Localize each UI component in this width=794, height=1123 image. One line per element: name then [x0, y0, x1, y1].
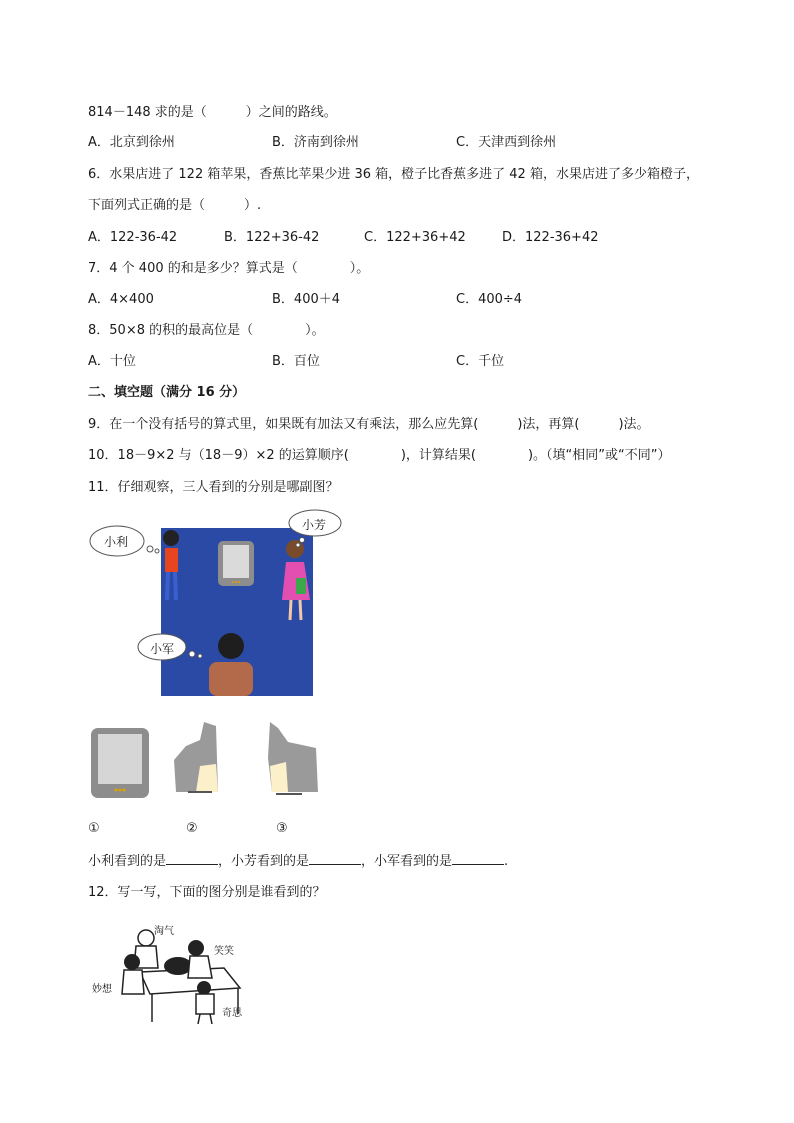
q11-answer-xiaoli-blank[interactable]	[166, 852, 218, 865]
qisi-icon	[197, 981, 211, 995]
xiaoli-label: 小利	[104, 535, 129, 549]
q7-option-b[interactable]: B．400＋4	[272, 292, 341, 307]
q8-option-a[interactable]: A．十位	[88, 354, 136, 369]
question-6-line1: 6．水果店进了 122 箱苹果，香蕉比苹果少进 36 箱，橙子比香蕉多进了 42 箱，水果店进了多少箱橙子，	[88, 167, 699, 182]
xiaojun-head-icon	[218, 633, 244, 659]
q6-option-d[interactable]: D．122-36+42	[502, 230, 599, 245]
q6-option-c[interactable]: C．122+36+42	[364, 230, 466, 245]
miaoxiang-label: 妙想	[92, 984, 112, 995]
q5-option-b[interactable]: B．济南到徐州	[272, 135, 359, 150]
q12-figure	[92, 922, 252, 1026]
q11-answer-xiaojun-blank[interactable]	[452, 852, 504, 865]
view-marker-3: ③	[276, 821, 288, 836]
q7-option-a[interactable]: A．4×400	[88, 292, 154, 307]
xiaoxiao-label: 笑笑	[214, 946, 234, 957]
miaoxiang-icon	[124, 954, 140, 970]
taoqi-label: 淘气	[154, 926, 174, 937]
q11-views-svg	[88, 718, 328, 802]
q11-answer-line: 小利看到的是 ，小芳看到的是 ，小军看到的是 .	[88, 854, 509, 869]
q11-answer-xiaofang-blank[interactable]	[309, 852, 361, 865]
q11-answer-xiaofang-label: ，小芳看到的是	[218, 854, 310, 869]
xiaoxiao-icon	[188, 940, 204, 956]
question-12: 12．写一写，下面的图分别是谁看到的？	[88, 885, 326, 900]
qisi-label: 奇思	[222, 1008, 242, 1019]
q8-option-b[interactable]: B．百位	[272, 354, 320, 369]
taoqi-icon	[138, 930, 154, 946]
q11-answer-xiaojun-label: ，小军看到的是	[361, 854, 453, 869]
q5-option-c[interactable]: C．天津西到徐州	[456, 135, 557, 150]
question-6-line2: 下面列式正确的是（ ）.	[88, 198, 262, 213]
q11-views	[88, 718, 328, 802]
view-marker-2: ②	[186, 821, 198, 836]
view-marker-1: ①	[88, 821, 100, 836]
question-10: 10．18－9×2 与（18－9）×2 的运算顺序( )，计算结果( )。（填“相同”或“不同”）	[88, 448, 671, 463]
q11-scene-figure	[88, 508, 348, 703]
xiaojun-label: 小军	[150, 642, 175, 656]
question-7: 7．4 个 400 的和是多少？算式是（ ）。	[88, 261, 370, 276]
question-9: 9．在一个没有括号的算式里，如果既有加法又有乘法，那么应先算( )法，再算( )法。	[88, 417, 650, 432]
question-5-tail: 814－148 求的是（ ）之间的路线。	[88, 105, 337, 120]
q5-option-a[interactable]: A．北京到徐州	[88, 135, 175, 150]
question-8: 8．50×8 的积的最高位是（ ）。	[88, 323, 325, 338]
xiaoli-head-icon	[163, 530, 179, 546]
section-2-title: 二、填空题（满分 16 分）	[88, 385, 246, 400]
question-11: 11．仔细观察，三人看到的分别是哪副图？	[88, 480, 339, 495]
q6-option-b[interactable]: B．122+36-42	[224, 230, 320, 245]
q11-answer-xiaoli-label: 小利看到的是	[88, 854, 167, 869]
xiaofang-label: 小芳	[302, 518, 327, 532]
q8-option-c[interactable]: C．千位	[456, 354, 505, 369]
q6-option-a[interactable]: A．122-36-42	[88, 230, 178, 245]
q7-option-c[interactable]: C．400÷4	[456, 292, 523, 307]
